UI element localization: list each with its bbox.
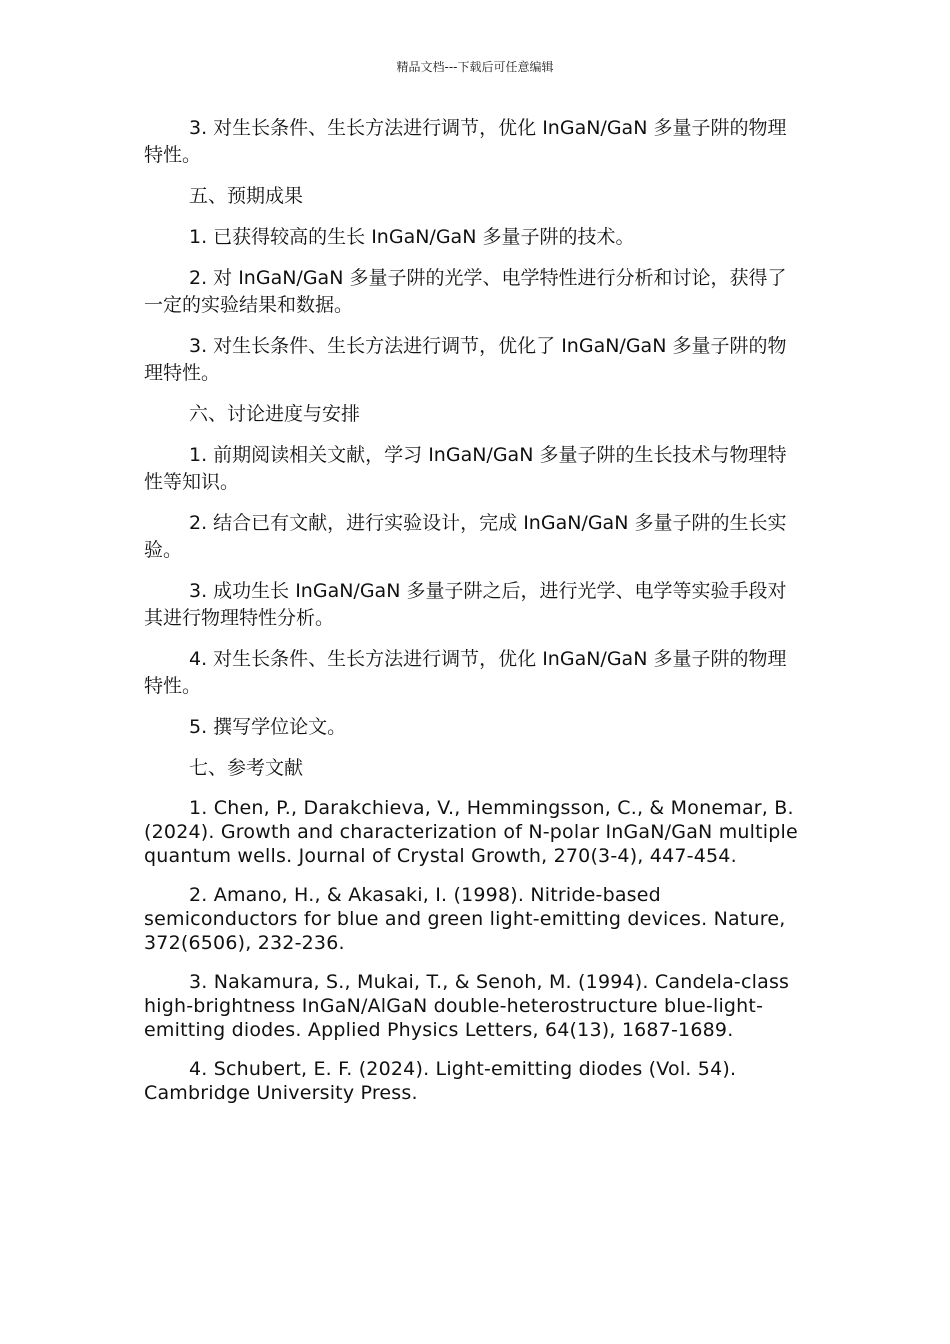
section-heading-expected-results: 五、预期成果 [189,185,304,207]
reference-item: 1. Chen, P., Darakchieva, V., Hemmingsson, C., & Monemar, B. (2024). Growth and characterization of N-polar InGaN/GaN multiple quantum wells. Journal of Crystal Growth, 270(3-4), 447-454. [144,797,798,867]
section-heading-references: 七、参考文献 [189,757,304,779]
schedule-item-2: 2. 结合已有文献，进行实验设计，完成 InGaN/GaN 多量子阱的生长实验。 [144,512,787,561]
document-body [144,115,798,1120]
schedule-item-3: 3. 成功生长 InGaN/GaN 多量子阱之后，进行光学、电学等实验手段对其进行物理特性分析。 [144,580,787,629]
reference-list [144,796,798,1105]
page-header: 精品文档---下载后可任意编辑 [396,60,554,74]
schedule-item-5: 5. 撰写学位论文。 [189,716,347,738]
schedule-item-4: 4. 对生长条件、生长方法进行调节，优化 InGaN/GaN 多量子阱的物理特性。 [144,648,787,697]
reference-item: 3. Nakamura, S., Mukai, T., & Senoh, M. (1994). Candela-class high-brightness InGaN/AlGaN double-heterostructure blue-light-emitting diodes. Applied Physics Letters, 64(13), 1687-1689. [144,971,790,1041]
schedule-item-1: 1. 前期阅读相关文献，学习 InGaN/GaN 多量子阱的生长技术与物理特性等知识。 [144,444,787,493]
reference-item: 4. Schubert, E. F. (2024). Light-emitting diodes (Vol. 54). Cambridge University Press. [144,1058,737,1104]
expected-result-3: 3. 对生长条件、生长方法进行调节，优化了 InGaN/GaN 多量子阱的物理特性。 [144,335,787,384]
expected-result-2: 2. 对 InGaN/GaN 多量子阱的光学、电学特性进行分析和讨论，获得了一定的实验结果和数据。 [144,267,787,316]
paragraph-item-3-optimize: 3. 对生长条件、生长方法进行调节，优化 InGaN/GaN 多量子阱的物理特性。 [144,117,787,166]
reference-item: 2. Amano, H., & Akasaki, I. (1998). Nitride-based semiconductors for blue and green light-emitting devices. Nature, 372(6506), 232-236. [144,884,786,954]
expected-result-1: 1. 已获得较高的生长 InGaN/GaN 多量子阱的技术。 [189,226,635,248]
section-heading-schedule: 六、讨论进度与安排 [189,403,361,425]
